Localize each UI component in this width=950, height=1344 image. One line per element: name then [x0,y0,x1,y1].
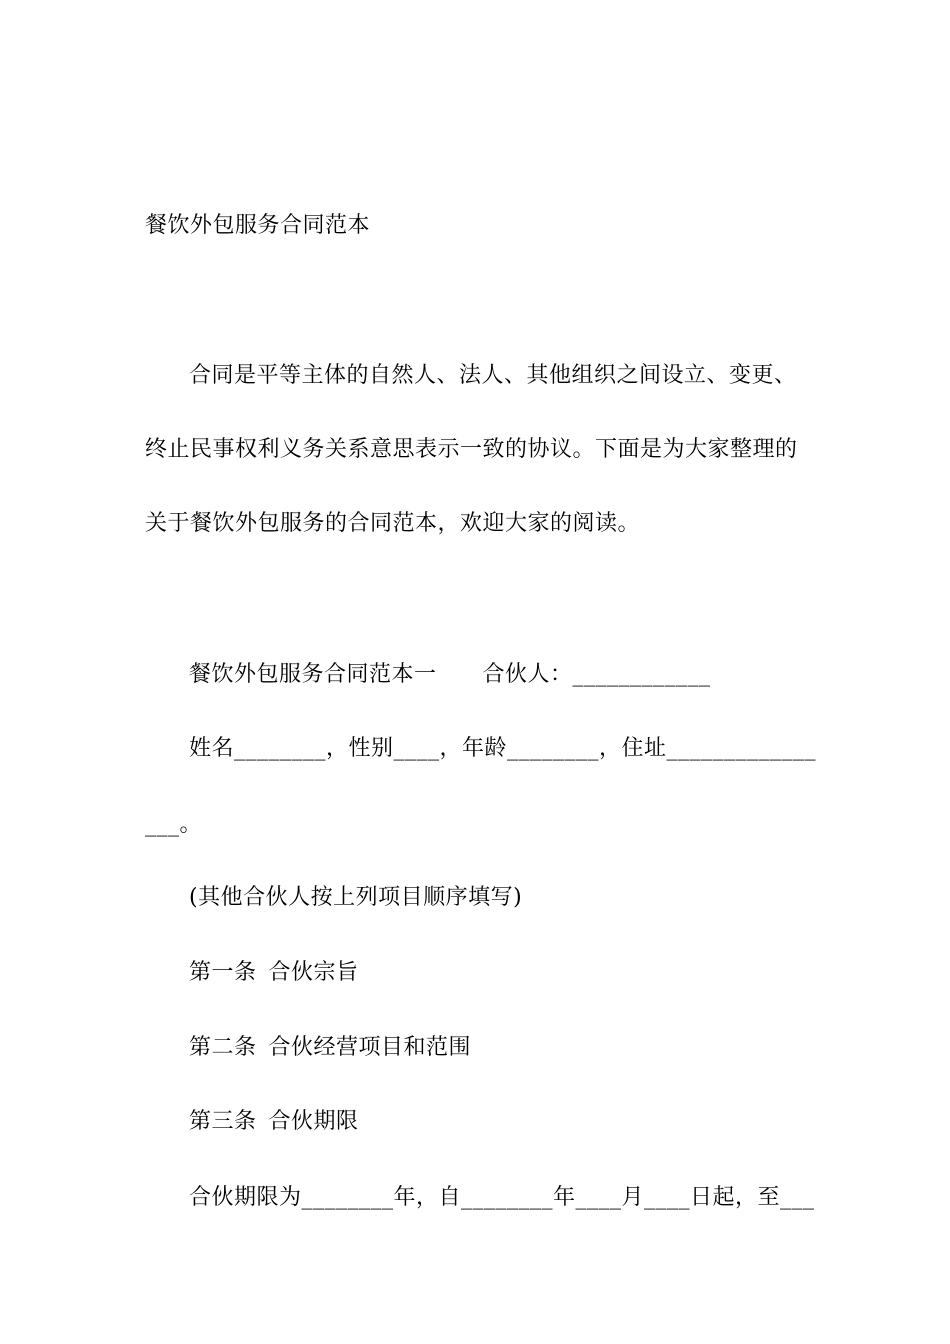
article-1-number: 第一条 [189,960,257,985]
article-2-title: 合伙经营项目和范围 [268,1035,472,1060]
sample-heading: 餐饮外包服务合同范本一 [189,662,437,687]
partner-note: (其他合伙人按上列项目顺序填写) [189,885,523,910]
intro-line-2: 终止民事权利义务关系意思表示一致的协议。下面是为大家整理的 [145,437,798,462]
article-2 [189,1033,471,1063]
article-1 [189,958,359,988]
sample-heading-line [189,660,711,690]
intro-line-3: 关于餐饮外包服务的合同范本，欢迎大家的阅读。 [145,511,641,536]
partner-label: 合伙人：____________ [482,662,711,687]
intro-line-1: 合同是平等主体的自然人、法人、其他组织之间设立、变更、 [189,363,797,388]
term-line: 合伙期限为________年，自________年____月____日起，至___ [189,1185,815,1210]
partner-info-line-2: ___。 [145,812,203,837]
article-3 [189,1107,359,1137]
article-3-title: 合伙期限 [268,1109,359,1134]
article-3-number: 第三条 [189,1109,257,1134]
article-2-number: 第二条 [189,1035,257,1060]
document-title: 餐饮外包服务合同范本 [145,213,371,238]
article-1-title: 合伙宗旨 [268,960,359,985]
partner-info-line-1: 姓名________，性别____，年龄________，住址_____________ [189,736,817,761]
